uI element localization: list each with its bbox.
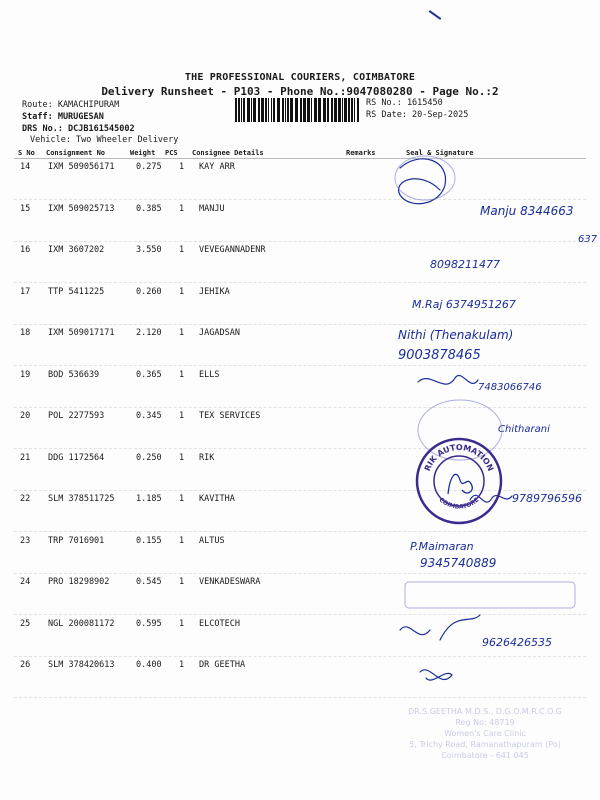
barcode-bar [300, 98, 302, 122]
table-row [0, 245, 600, 285]
signature-25: 9626426535 [482, 636, 552, 649]
seal-top-text: RIK AUTOMATION [422, 442, 496, 473]
barcode-bar [348, 98, 350, 122]
signature-19: 7483066746 [478, 382, 542, 393]
row-pcs: 1 [179, 452, 185, 463]
header-divider [14, 158, 586, 159]
row-consignee: ELLS [199, 369, 220, 380]
barcode-bar [314, 98, 317, 122]
row-pcs: 1 [179, 494, 185, 504]
seal-bottom-text: COIMBATORE [437, 496, 481, 511]
row-sno: 24 [20, 577, 31, 587]
row-divider [14, 531, 586, 532]
barcode-bar [344, 98, 347, 122]
row-weight: 0.545 [136, 577, 162, 587]
signature-18-phone: 9003878465 [398, 348, 481, 363]
doctor-stamp-line1: DR.S.GEETHA M.D.S., D.G.O.M.R.C.O.G [408, 707, 562, 716]
vehicle-label: Vehicle: Two Wheeler Delivery [30, 135, 179, 145]
table-row [0, 577, 600, 617]
row-consignment: IXM 3607202 [48, 245, 105, 255]
row-divider [14, 241, 586, 242]
col-sno: S No [18, 149, 35, 157]
row-consignee: KAVITHA [199, 494, 235, 504]
barcode-bar [287, 98, 289, 122]
doctor-stamp-line5: Coimbatore - 641 045 [441, 751, 529, 760]
barcode-bar [268, 98, 269, 122]
row-divider [14, 282, 586, 283]
row-sno: 25 [20, 618, 31, 629]
barcode [235, 98, 361, 122]
table-row [0, 660, 600, 700]
row-divider [14, 324, 586, 325]
row-consignment: IXM 509017171 [48, 328, 115, 338]
row-consignment: SLM 378511725 [48, 494, 115, 504]
row-divider [14, 365, 586, 366]
barcode-bar [261, 98, 264, 122]
row-pcs: 1 [179, 411, 185, 421]
pen-mark [429, 10, 442, 20]
row-consignment: IXM 509025713 [48, 203, 115, 214]
col-consignment: Consignment No [46, 149, 106, 157]
row-consignee: JEHIKA [199, 286, 230, 297]
barcode-bar [357, 98, 359, 122]
doctor-stamp-line2: Reg No: 48719 [455, 718, 515, 727]
barcode-bar [327, 98, 329, 122]
row-consignee: ALTUS [199, 535, 225, 546]
col-weight: Weight [130, 149, 156, 157]
row-weight: 0.400 [136, 660, 162, 670]
row-sno: 16 [20, 245, 31, 255]
row-sno: 19 [20, 369, 31, 380]
row-sno: 15 [20, 203, 31, 214]
signature-23-phone: 9345740889 [420, 556, 497, 570]
row-consignee: ELCOTECH [199, 618, 240, 629]
row-consignment: BOD 536639 [48, 369, 100, 380]
row-consignment: IXM 509056171 [48, 162, 115, 172]
row-consignee: KAY ARR [199, 162, 235, 172]
row-sno: 22 [20, 494, 31, 504]
row-pcs: 1 [179, 328, 185, 338]
table-row [0, 162, 600, 202]
table-row [0, 453, 600, 493]
barcode-bar [351, 98, 353, 122]
signature-17: M.Raj 6374951267 [412, 298, 516, 311]
table-row [0, 536, 600, 576]
col-pcs: PCS [165, 149, 178, 157]
barcode-bar [311, 98, 312, 122]
row-pcs: 1 [179, 369, 185, 380]
staff-label: Staff: MURUGESAN [22, 112, 104, 122]
row-divider [14, 573, 586, 574]
row-weight: 0.250 [136, 452, 162, 463]
row-divider [14, 614, 586, 615]
barcode-bar [277, 98, 280, 122]
row-sno: 18 [20, 328, 31, 338]
runsheet-title: Delivery Runsheet - P103 - Phone No.:9047080280 - Page No.:2 [101, 85, 499, 98]
barcode-bar [323, 98, 326, 122]
signature-20: Chitharani [498, 424, 550, 435]
row-weight: 3.550 [136, 245, 162, 255]
col-seal: Seal & Signature [406, 149, 474, 157]
signature-18-name: Nithi (Thenakulam) [398, 328, 514, 342]
row-sno: 20 [20, 411, 31, 421]
signature-15-extra: 637 [578, 234, 598, 245]
row-weight: 0.345 [136, 411, 162, 421]
col-remarks: Remarks [346, 149, 376, 157]
row-consignment: TTP 5411225 [48, 286, 105, 297]
row-weight: 0.260 [136, 286, 162, 297]
row-pcs: 1 [179, 618, 185, 629]
row-weight: 0.275 [136, 162, 162, 172]
signature-16: 8098211477 [430, 258, 500, 271]
rs-date: RS Date: 20-Sep-2025 [366, 110, 469, 120]
company-seal [414, 436, 504, 526]
barcode-bar [334, 98, 337, 122]
rs-number: RS No.: 1615450 [366, 98, 443, 108]
barcode-bar [342, 98, 343, 122]
row-divider [14, 199, 586, 200]
row-consignee: DR GEETHA [199, 660, 246, 670]
svg-text:COIMBATORE [438, 496, 481, 510]
row-divider [14, 656, 586, 657]
col-consignee: Consignee Details [192, 149, 264, 157]
row-weight: 0.385 [136, 203, 162, 214]
barcode-bar [247, 98, 250, 122]
row-pcs: 1 [179, 162, 185, 172]
barcode-bar [265, 98, 267, 122]
row-pcs: 1 [179, 660, 185, 670]
barcode-bar [338, 98, 341, 122]
signature-22: 9789796596 [512, 492, 582, 505]
drs-number: DRS No.: DCJB161545002 [22, 124, 135, 134]
barcode-bar [290, 98, 293, 122]
row-consignment: PRO 18298902 [48, 577, 110, 587]
row-consignee: VENKADESWARA [199, 577, 261, 587]
row-consignment: DDG 1172564 [48, 452, 105, 463]
barcode-bar [331, 98, 333, 122]
barcode-bar [251, 98, 252, 122]
row-pcs: 1 [179, 286, 185, 297]
row-weight: 1.185 [136, 494, 162, 504]
row-pcs: 1 [179, 245, 185, 255]
row-sno: 17 [20, 286, 31, 297]
signature-23-name: P.Maimaran [410, 540, 474, 553]
barcode-bar [271, 98, 272, 122]
row-weight: 0.155 [136, 535, 162, 546]
company-title: THE PROFESSIONAL COURIERS, COIMBATORE [184, 72, 416, 83]
row-sno: 26 [20, 660, 31, 670]
row-pcs: 1 [179, 535, 185, 546]
doctor-stamp [380, 706, 590, 761]
row-weight: 0.365 [136, 369, 162, 380]
barcode-bar [285, 98, 286, 122]
signature-15: Manju 8344663 [480, 204, 574, 218]
row-pcs: 1 [179, 577, 185, 587]
row-sno: 14 [20, 162, 31, 172]
barcode-bar [354, 98, 355, 122]
barcode-bar [307, 98, 310, 122]
barcode-bar [303, 98, 306, 122]
doctor-stamp-line4: 5, Trichy Road, Ramanathapuram (Po) [409, 740, 561, 749]
barcode-bar [235, 98, 237, 122]
row-pcs: 1 [179, 203, 185, 214]
row-sno: 21 [20, 452, 31, 463]
barcode-bar [258, 98, 260, 122]
route-label: Route: KAMACHIPURAM [22, 100, 120, 110]
barcode-bar [318, 98, 321, 122]
row-consignment: SLM 378420613 [48, 660, 115, 670]
row-consignee: MANJU [199, 203, 225, 214]
barcode-bar [243, 98, 245, 122]
row-divider [14, 697, 586, 698]
doctor-stamp-line3: Women's Care Clinic [444, 729, 526, 738]
row-sno: 23 [20, 535, 31, 546]
barcode-bar [273, 98, 275, 122]
row-consignment: POL 2277593 [48, 411, 105, 421]
row-divider [14, 407, 586, 408]
row-consignee: RIK [199, 452, 215, 463]
row-consignee: VEVEGANNADENR [199, 245, 266, 255]
barcode-bar [238, 98, 240, 122]
table-row [0, 494, 600, 534]
row-consignment: NGL 200081172 [48, 618, 115, 629]
barcode-bar [241, 98, 242, 122]
row-consignee: TEX SERVICES [199, 411, 261, 421]
row-consignment: TRP 7016901 [48, 535, 105, 546]
barcode-bar [295, 98, 298, 122]
barcode-bar [282, 98, 284, 122]
barcode-bar [253, 98, 256, 122]
row-weight: 0.595 [136, 618, 162, 629]
row-weight: 2.120 [136, 328, 162, 338]
row-consignee: JAGADSAN [199, 328, 240, 338]
